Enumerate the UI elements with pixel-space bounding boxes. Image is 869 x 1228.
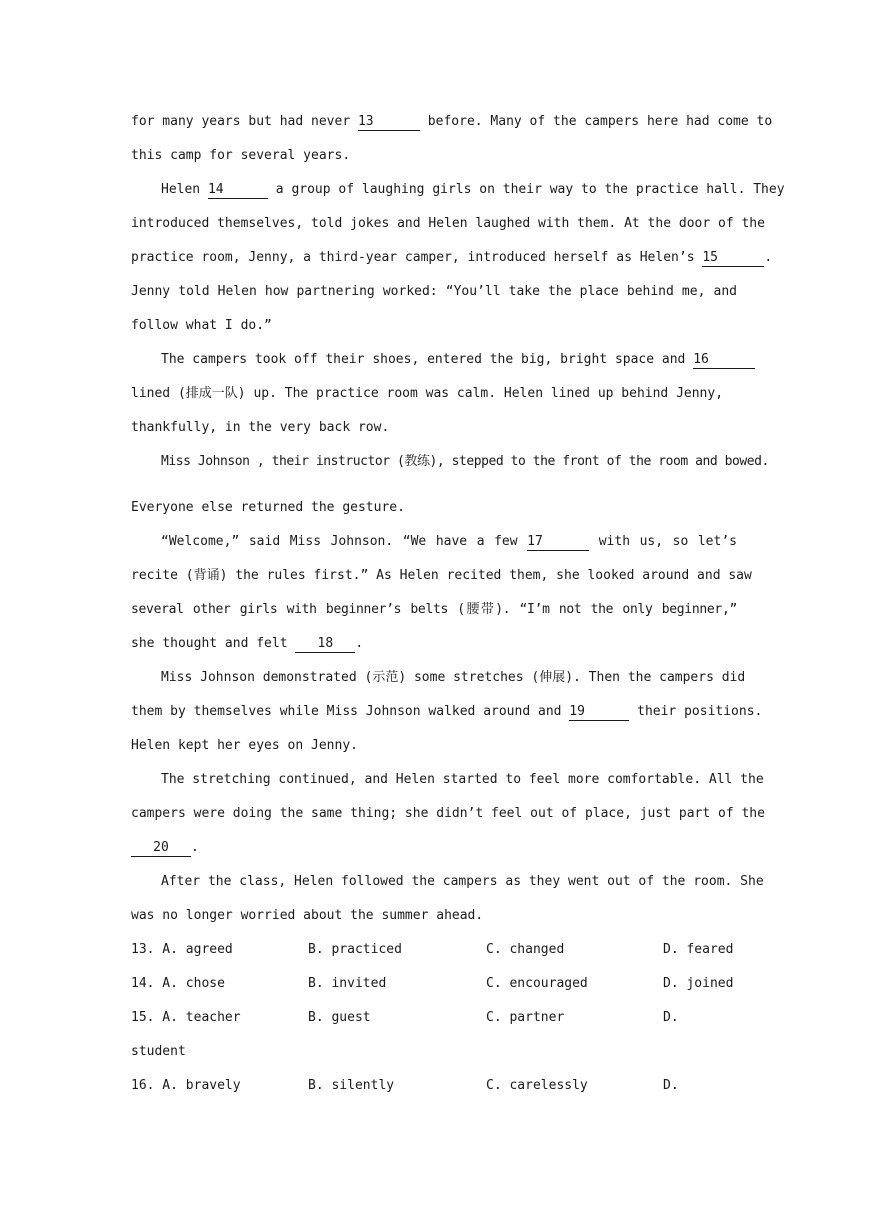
text-run: with us, so let’s <box>589 534 737 549</box>
text-run: a group of laughing girls on their way to the practice hall. They <box>267 182 785 197</box>
option-a[interactable]: 14. A. chose <box>131 976 225 991</box>
passage-line: Helen kept her eyes on Jenny. <box>131 738 358 753</box>
option-b[interactable]: B. practiced <box>308 942 402 957</box>
text-run: . <box>764 250 773 265</box>
passage-line: campers were doing the same thing; she didn’t feel out of place, just part of the <box>131 806 765 821</box>
option-a[interactable]: 13. A. agreed <box>131 942 233 957</box>
option-d-wrapped-text[interactable]: student <box>131 1044 186 1059</box>
blank-14[interactable]: 14 <box>208 182 268 199</box>
option-d[interactable]: D. joined <box>663 976 734 991</box>
option-b[interactable]: B. invited <box>308 976 387 991</box>
text-run: . <box>191 840 199 855</box>
passage-content <box>131 110 785 1108</box>
passage-line: Everyone else returned the gesture. <box>131 500 405 515</box>
blank-20[interactable]: 20 <box>131 840 191 857</box>
passage-line <box>131 836 737 870</box>
passage-line: several other girls with beginner’s belts (腰带). “I’m not the only beginner,” <box>131 602 737 617</box>
text-run: “Welcome,” said Miss Johnson. “We have a few <box>161 534 528 549</box>
passage-line: follow what I do.” <box>131 318 272 333</box>
passage-line: Miss Johnson , their instructor (教练), stepped to the front of the room and bowed. <box>161 454 769 469</box>
blank-18[interactable]: 18 <box>295 636 355 653</box>
passage-line: was no longer worried about the summer ahead. <box>131 908 484 923</box>
option-b[interactable]: B. silently <box>308 1078 395 1093</box>
passage-line: The stretching continued, and Helen started to feel more comfortable. All the <box>161 772 764 787</box>
question-14 <box>131 972 737 1006</box>
text-run: their positions. <box>629 704 763 719</box>
option-b[interactable]: B. guest <box>308 1010 371 1025</box>
passage-line <box>131 178 785 212</box>
text-run: for many years but had never <box>131 114 358 129</box>
passage-line: recite (背诵) the rules first.” As Helen recited them, she looked around and saw <box>131 568 752 583</box>
passage-line: After the class, Helen followed the campers as they went out of the room. She <box>161 874 764 889</box>
option-a[interactable]: 16. A. bravely <box>131 1078 241 1093</box>
text-run: them by themselves while Miss Johnson walked around and <box>131 704 570 719</box>
passage-line <box>131 700 763 734</box>
option-a[interactable]: 15. A. teacher <box>131 1010 241 1025</box>
blank-17[interactable]: 17 <box>527 534 589 551</box>
passage-line: Miss Johnson demonstrated (示范) some stretches (伸展). Then the campers did <box>161 670 746 685</box>
question-15 <box>131 1006 737 1040</box>
passage-line <box>131 348 737 382</box>
text-run: . <box>355 636 364 651</box>
blank-19[interactable]: 19 <box>569 704 629 721</box>
option-c[interactable]: C. encouraged <box>486 976 588 991</box>
text-run: before. Many of the campers here had come to <box>419 114 773 129</box>
passage-line: Jenny told Helen how partnering worked: “You’ll take the place behind me, and <box>131 284 737 299</box>
passage-line: thankfully, in the very back row. <box>131 420 390 435</box>
passage-line: introduced themselves, told jokes and Helen laughed with them. At the door of the <box>131 216 765 231</box>
option-c[interactable]: C. carelessly <box>486 1078 588 1093</box>
text-run: Helen <box>161 182 208 197</box>
text-run: practice room, Jenny, a third-year camper, introduced herself as Helen’s <box>131 250 703 265</box>
passage-line <box>131 110 773 144</box>
option-c[interactable]: C. partner <box>486 1010 565 1025</box>
blank-15[interactable]: 15 <box>702 250 764 267</box>
question-13 <box>131 938 737 972</box>
text-run: The campers took off their shoes, entered the big, bright space and <box>161 352 694 367</box>
option-d[interactable]: D. <box>663 1010 679 1025</box>
passage-line <box>131 530 737 564</box>
passage-line <box>131 246 773 280</box>
text-run: she thought and felt <box>131 636 296 651</box>
passage-line: lined (排成一队) up. The practice room was calm. Helen lined up behind Jenny, <box>131 386 724 401</box>
blank-16[interactable]: 16 <box>693 352 755 369</box>
option-d[interactable]: D. feared <box>663 942 734 957</box>
passage-line <box>131 632 737 666</box>
option-c[interactable]: C. changed <box>486 942 565 957</box>
blank-13[interactable]: 13 <box>358 114 420 131</box>
option-d[interactable]: D. <box>663 1078 679 1093</box>
passage-line: this camp for several years. <box>131 148 351 163</box>
question-16 <box>131 1074 737 1108</box>
